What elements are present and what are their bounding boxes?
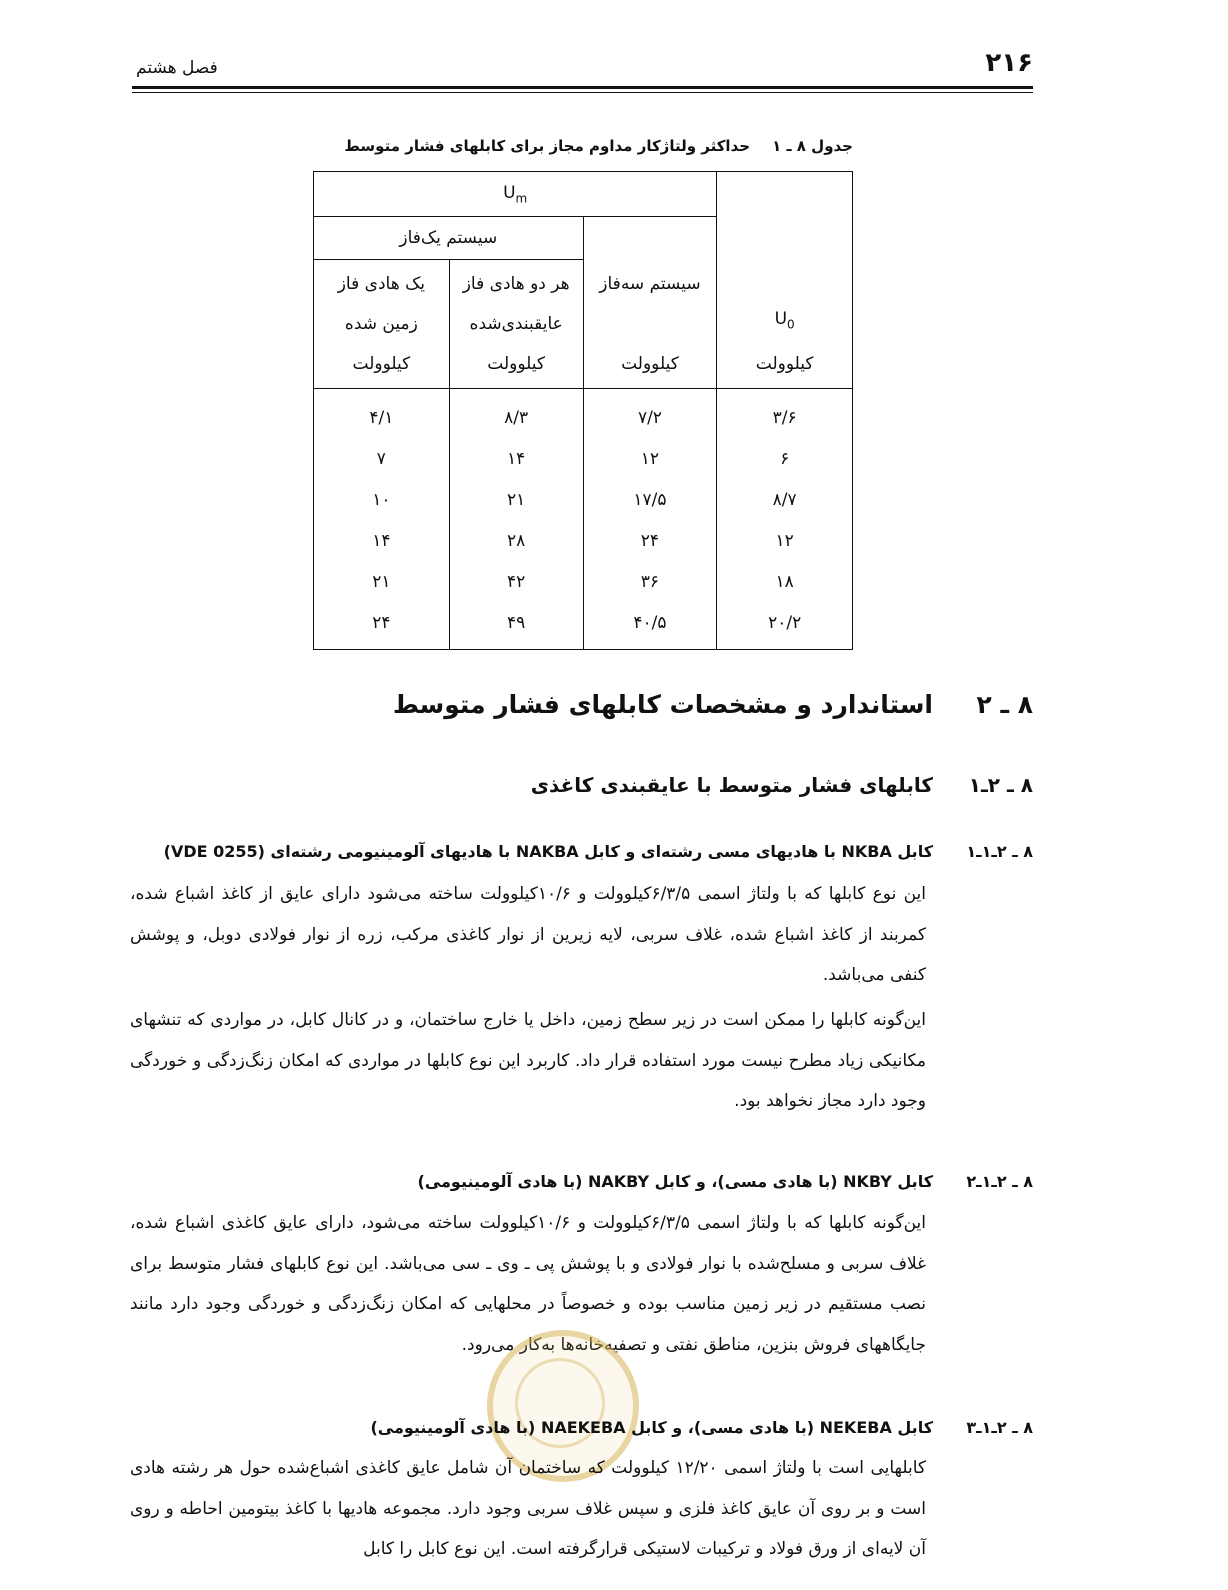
cell-three-phase: ۱۲ bbox=[583, 438, 717, 479]
section-heading-8-2 bbox=[153, 690, 1033, 730]
table-caption-number: جدول ۸ ـ ۱ bbox=[772, 137, 853, 155]
cell-one-grounded: ۴/۱ bbox=[314, 389, 450, 439]
table-caption bbox=[344, 137, 853, 155]
cell-three-phase: ۳۶ bbox=[583, 561, 717, 602]
cell-both-insulated: ۴۲ bbox=[449, 561, 583, 602]
cell-three-phase: ۲۴ bbox=[583, 520, 717, 561]
cell-one-grounded: ۲۴ bbox=[314, 602, 450, 650]
cell-three-phase: ۷/۲ bbox=[583, 389, 717, 439]
table-row bbox=[314, 438, 853, 479]
header-three-phase: سیستم سه‌فاز کیلوولت bbox=[583, 217, 717, 389]
table-caption-title: حداکثر ولتاژکار مداوم مجاز برای کابلهای فشار متوسط bbox=[344, 137, 751, 155]
page-number: ۲۱۶ bbox=[985, 48, 1033, 78]
section-number: ۸ ـ ۲ـ۱ bbox=[968, 773, 1033, 797]
section-heading-8-2-1-1 bbox=[153, 842, 1033, 872]
section-title: استاندارد و مشخصات کابلهای فشار متوسط bbox=[392, 690, 933, 719]
cell-three-phase: ۱۷/۵ bbox=[583, 479, 717, 520]
section-number: ۸ ـ ۲ـ۱ـ۲ bbox=[966, 1172, 1033, 1191]
voltage-table bbox=[313, 171, 853, 650]
cell-both-insulated: ۲۱ bbox=[449, 479, 583, 520]
section-number: ۸ ـ ۲ bbox=[976, 690, 1033, 719]
header-both-insulated: هر دو هادی فاز عایقبندی‌شده کیلوولت bbox=[449, 260, 583, 389]
cell-both-insulated: ۸/۳ bbox=[449, 389, 583, 439]
cell-u0: ۸/۷ bbox=[717, 479, 853, 520]
cell-three-phase: ۴۰/۵ bbox=[583, 602, 717, 650]
cell-u0: ۱۸ bbox=[717, 561, 853, 602]
cell-u0: ۳/۶ bbox=[717, 389, 853, 439]
section-number: ۸ ـ ۲ـ۱ـ۳ bbox=[966, 1418, 1033, 1437]
table-row bbox=[314, 561, 853, 602]
section-number: ۸ ـ ۲ـ۱ـ۱ bbox=[966, 842, 1033, 861]
paragraph: این‌گونه کابلها را ممکن است در زیر سطح زمین، داخل یا خارج ساختمان، و در کانال کابل، در مواردی که تنشهای مکانیکی زیاد مطرح نیست مورد استفاده قرار داد. کاربرد این نوع کابلها در مواردی که امکان زنگ‌زدگی و خوردگی وجود دارد مجاز نخواهد بود. bbox=[130, 1010, 926, 1111]
header-single-phase: سیستم یک‌فاز bbox=[314, 217, 584, 260]
paragraph: این نوع کابلها که با ولتاژ اسمی ۶/۳/۵کیلوولت و ۱۰/۶کیلوولت ساخته می‌شود دارای عایق از کاغذ اشباع شده، کمربند از کاغذ اشباع شده، غلاف سربی، لایه زیرین از نوار کاغذی مرکب، زره از نوار فولادی دوبل، و پوشش کنفی می‌باشد. bbox=[130, 884, 926, 985]
cell-both-insulated: ۱۴ bbox=[449, 438, 583, 479]
section-heading-8-2-1 bbox=[153, 773, 1033, 807]
chapter-title: فصل هشتم bbox=[136, 58, 218, 78]
header-one-grounded: یک هادی فاز زمین شده کیلوولت bbox=[314, 260, 450, 389]
table-row bbox=[314, 479, 853, 520]
cell-u0: ۱۲ bbox=[717, 520, 853, 561]
cell-one-grounded: ۱۰ bbox=[314, 479, 450, 520]
cell-one-grounded: ۱۴ bbox=[314, 520, 450, 561]
table-row bbox=[314, 602, 853, 650]
cell-both-insulated: ۴۹ bbox=[449, 602, 583, 650]
table-row bbox=[314, 389, 853, 439]
section-title: کابل NEKEBA (با هادی مسی)، و کابل NAEKEBA (با هادی آلومینیومی) bbox=[370, 1418, 933, 1437]
paragraph: این‌گونه کابلها که با ولتاژ اسمی ۶/۳/۵کیلوولت و ۱۰/۶کیلوولت ساخته می‌شود، دارای عایق کاغذی اشباع شده، غلاف سربی و مسلح‌شده با نوار فولادی و با پوشش پی ـ وی ـ سی می‌باشد. این نوع کابلهای فشار متوسط برای نصب مستقیم در زیر زمین مناسب بوده و خصوصاً در محلهایی که امکان زنگ‌زدگی و خوردگی وجود دارد مانند جایگاههای فروش بنزین، مناطق نفتی و تصفیه‌خانه‌ها به‌کار می‌رود. bbox=[130, 1213, 927, 1355]
section-title: کابل NKBA با هادیهای مسی رشته‌ای و کابل NAKBA با هادیهای آلومینیومی رشته‌ای (VDE 0255) bbox=[163, 842, 933, 861]
cell-one-grounded: ۷ bbox=[314, 438, 450, 479]
section-heading-8-2-1-3 bbox=[153, 1418, 1033, 1448]
header-um: $U_m$ bbox=[314, 172, 717, 217]
cell-u0: ۲۰/۲ bbox=[717, 602, 853, 650]
page-header bbox=[132, 40, 1033, 96]
cell-one-grounded: ۲۱ bbox=[314, 561, 450, 602]
cell-u0: ۶ bbox=[717, 438, 853, 479]
paragraph: کابلهایی است با ولتاژ اسمی ۱۲/۲۰ کیلوولت که ساختمان آن شامل عایق کاغذی اشباع‌شده حول هر رشته هادی است و بر روی آن عایق کاغذ فلزی و سپس غلاف سربی وجود دارد. مجموعه هادیها با کاغذ بیتومین احاطه و روی آن لایه‌ای از ورق فولاد و ترکیبات لاستیکی قرارگرفته است. این نوع کابل را کابل bbox=[130, 1458, 926, 1559]
cell-both-insulated: ۲۸ bbox=[449, 520, 583, 561]
header-u0: $U_0$ کیلوولت bbox=[717, 172, 853, 389]
table-row bbox=[314, 520, 853, 561]
section-title: کابلهای فشار متوسط با عایقبندی کاغذی bbox=[530, 773, 933, 797]
section-title: کابل NKBY (با هادی مسی)، و کابل NAKBY (با هادی آلومینیومی) bbox=[417, 1172, 933, 1191]
header-rule bbox=[132, 86, 1033, 89]
section-heading-8-2-1-2 bbox=[153, 1172, 1033, 1202]
header-rule-thin bbox=[132, 92, 1033, 93]
